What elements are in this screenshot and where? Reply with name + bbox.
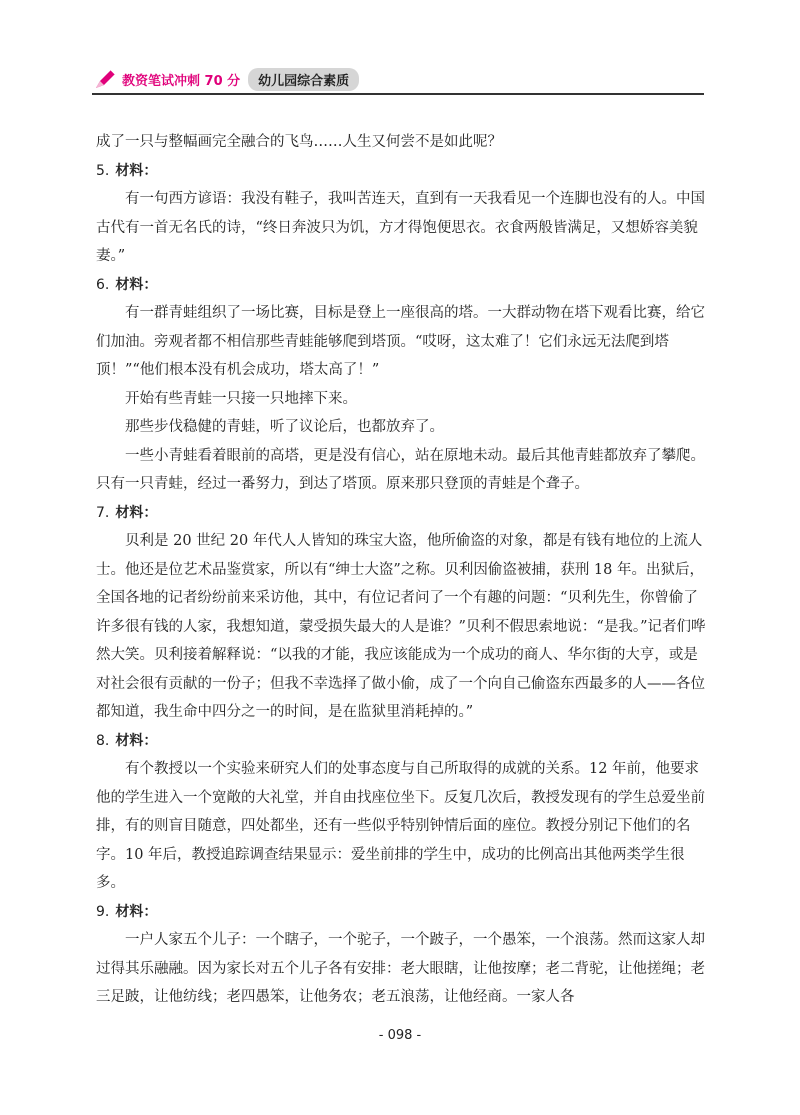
paragraph: 有一句西方谚语：我没有鞋子，我叫苦连天，直到有一天我看见一个连脚也没有的人。中国古代有一首无名氏的诗，“终日奔波只为饥，方才得饱便思衣。衣食两般皆满足，又想娇容美貌妻。” [96,191,705,264]
question-heading [96,157,708,186]
page-header [92,66,704,92]
paragraph: 有一群青蛙组织了一场比赛，目标是登上一座很高的塔。一大群动物在塔下观看比赛，给它们加油。旁观者都不相信那些青蛙能够爬到塔顶。“哎呀，这太难了！它们永远无法爬到塔顶！”“他们根本没有机会成功，塔太高了！” [96,305,705,378]
book-title: 教资笔试冲刺 70 分 [122,73,241,89]
page-number: - 098 - [378,1028,422,1043]
question-number: 5. [96,162,110,179]
paragraph: 一户人家五个儿子：一个瞎子，一个驼子，一个跛子，一个愚笨，一个浪荡。然而这家人却过得其乐融融。因为家长对五个儿子各有安排：老大眼瞎，让他按摩；老二背驼，让他搓绳；老三足跛，让他纺线；老四愚笨，让他务农；老五浪荡，让他经商。一家人各 [96,932,705,1005]
question-label: 材料： [115,162,158,179]
question-heading [96,271,708,300]
lead-paragraph: 成了一只与整幅画完全融合的飞鸟……人生又何尝不是如此呢？ [96,134,502,150]
question-heading [96,499,708,528]
paragraph: 贝利是 20 世纪 20 年代人人皆知的珠宝大盗，他所偷盗的对象，都是有钱有地位的上流人士。他还是位艺术品鉴赏家，所以有“绅士大盗”之称。贝利因偷盗被捕，获刑 18 年。出狱后，全国各地的记者纷纷前来采访他，其中，有位记者问了一个有趣的问题：“贝利先生，你曾偷了许多很有钱的人家，我想知道，蒙受损失最大的人是谁？”贝利不假思索地说：“是我。”记者们哗然大笑。贝利接着解释说：“以我的才能，我应该能成为一个成功的商人、华尔街的大亨，或是对社会很有贡献的一份子；但我不幸选择了做小偷，成了一个向自己偷盗东西最多的人——各位都知道，我生命中四分之一的时间，是在监狱里消耗掉的。” [96,533,706,720]
paragraph: 有个教授以一个实验来研究人们的处事态度与自己所取得的成就的关系。12 年前，他要求他的学生进入一个宽敞的大礼堂，并自由找座位坐下。反复几次后，教授发现有的学生总爱坐前排，有的则盲目随意，四处都坐，还有一些似乎特别钟情后面的座位。教授分别记下他们的名字。10 年后，教授追踪调查结果显示：爱坐前排的学生中，成功的比例高出其他两类学生很多。 [96,761,705,891]
question-heading [96,727,708,756]
question-number: 8. [96,732,110,749]
question-number: 7. [96,504,110,521]
pencil-icon [92,66,118,92]
paragraph: 一些小青蛙看着眼前的高塔，更是没有信心，站在原地未动。最后其他青蛙都放弃了攀爬。只有一只青蛙，经过一番努力，到达了塔顶。原来那只登顶的青蛙是个聋子。 [96,447,705,492]
question-label: 材料： [115,276,158,293]
question-number: 9. [96,903,110,920]
question-label: 材料： [115,504,158,521]
paragraph: 那些步伐稳健的青蛙，听了议论后，也都放弃了。 [125,419,444,435]
section-badge: 幼儿园综合素质 [248,68,359,91]
paragraph: 开始有些青蛙一只接一只地摔下来。 [125,390,357,407]
question-heading [96,898,708,927]
header-rule [92,93,704,95]
question-label: 材料： [115,903,158,920]
question-label: 材料： [115,732,158,749]
page-body [96,128,708,1012]
question-number: 6. [96,276,110,293]
